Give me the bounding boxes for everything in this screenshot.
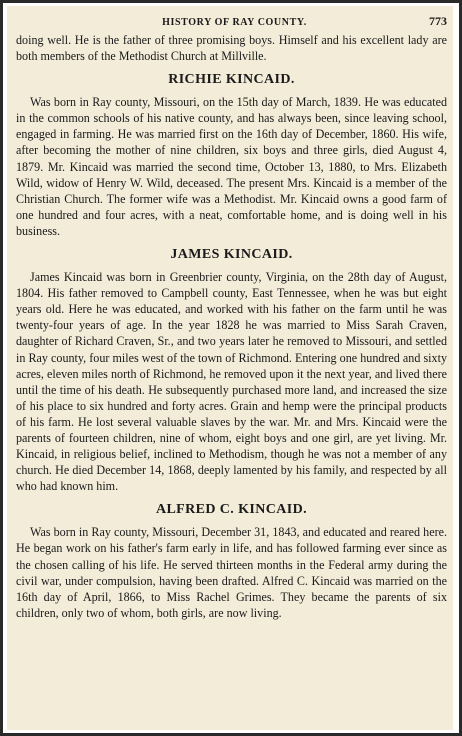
running-header <box>16 14 447 29</box>
heading-james-kincaid: JAMES KINCAID. <box>170 247 293 263</box>
bio-alfred-c-kincaid: Was born in Ray county, Missouri, December 31, 1843, and educated and reared here. He began work on his father's farm early in life, and has followed farming ever since as the chosen calling of his life. He served thirteen months in the Federal army during the civil war, under compulsion, having been drafted. Alfred C. Kincaid was married on the 16th day of April, 1866, to Miss Rachel Grimes. They became the parents of six children, only two of whom, both girls, are now living. <box>16 525 447 620</box>
heading-richie-kincaid: RICHIE KINCAID. <box>168 72 295 88</box>
page-number: 773 <box>429 14 447 28</box>
book-page <box>7 6 453 730</box>
bio-james-kincaid: James Kincaid was born in Greenbrier county, Virginia, on the 28th day of August, 1804. His father removed to Campbell county, East Tennessee, when he was but eight years old. Here he was educated, and worked with his father on the farm until he was twenty-four years of age. In the year 1828 he was married to Miss Sarah Craven, daughter of Richard Craven, Sr., and two years later he removed to Missouri, and settled in Ray county, four miles west of the town of Richmond. Entering one hundred and sixty acres, eleven miles north of Richmond, he removed upon it the next year, and lived there until the time of his death. He subsequently purchased more land, and increased the size of his place to six hundred and forty acres. Grain and hemp were the principal products of his farm. He lost several valuable slaves by the war. Mr. and Mrs. Kincaid were the parents of fourteen children, nine of whom, eight boys and one girl, are yet living. Mr. Kincaid, in religious belief, inclined to Methodism, though he was not a member of any church. He died December 14, 1868, deeply lamented by his family, and respected by all who had known him. <box>16 270 447 494</box>
running-title: HISTORY OF RAY COUNTY. <box>162 17 307 28</box>
bio-richie-kincaid: Was born in Ray county, Missouri, on the 15th day of March, 1839. He was educated in the common schools of his native county, and has always been, since leaving school, engaged in farming. He was married first on the 16th day of December, 1860. His wife, after becoming the mother of nine children, six boys and three girls, died August 4, 1879. Mr. Kincaid was married the second time, October 13, 1880, to Mrs. Elizabeth Wild, widow of Henry W. Wild, deceased. The present Mrs. Kincaid is a member of the Christian Church. The former wife was a Methodist. Mr. Kincaid owns a good farm of one hundred and four acres, with a neat, comfortable home, and is doing well in his business. <box>16 95 447 238</box>
continued-paragraph: doing well. He is the father of three promising boys. Himself and his excellent lady are both members of the Methodist Church at Millville. <box>16 33 447 64</box>
heading-alfred-c-kincaid: ALFRED C. KINCAID. <box>155 502 308 518</box>
